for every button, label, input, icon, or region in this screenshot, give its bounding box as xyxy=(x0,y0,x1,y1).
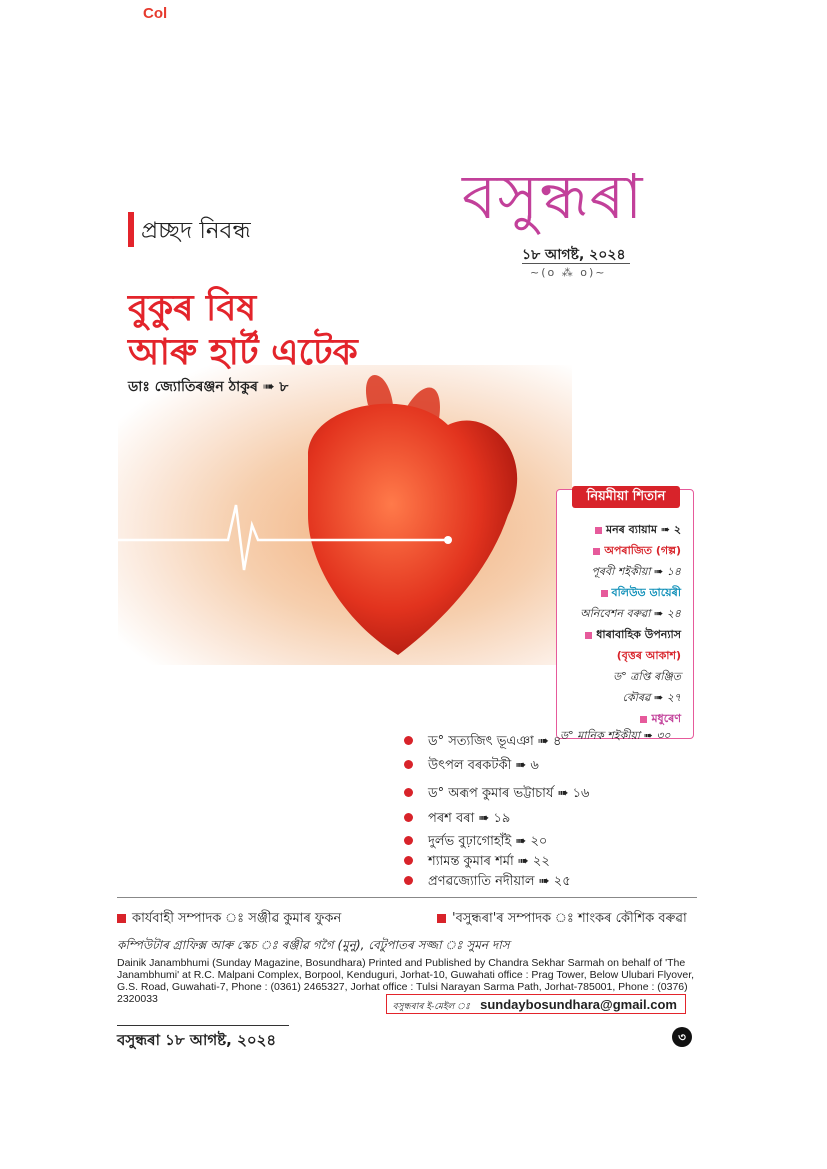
regular-item: কৌৰৱ ➠ ২৭ xyxy=(622,691,681,704)
email-link[interactable]: sundaybosundhara@gmail.com xyxy=(480,997,677,1012)
flourish-ornament: ~(o ⁂ o)~ xyxy=(530,266,607,279)
divider xyxy=(117,897,697,898)
regular-item: (বৃত্তৰ আকাশ) xyxy=(616,649,681,662)
cover-title-line2: আৰু হাৰ্ট এটেক xyxy=(128,332,358,373)
regular-item: বলিউড ডায়েৰী xyxy=(601,584,682,603)
credits: কম্পিউটাৰ গ্ৰাফিক্স আৰু স্কেচ ঃ ৰঞ্জীৱ গগৈ (মুনু), বেটুপাতৰ সজ্জা ঃ সুমন দাস xyxy=(117,938,510,952)
footer-rule xyxy=(117,1025,289,1026)
regular-item: ড° ত্ৰপ্তি ৰঞ্জিত xyxy=(613,670,681,683)
toc-author: দুৰ্লভ বুঢ়াগোহাঁই ➠ ২০ xyxy=(428,834,548,849)
toc-author: প্ৰণৱজ্যোতি নদীয়াল ➠ ২৫ xyxy=(428,874,571,889)
regular-item: মধুৰেণ xyxy=(640,710,681,729)
date-rule xyxy=(522,263,630,264)
toc-author: ড° অৰূপ কুমাৰ ভট্টাচাৰ্য ➠ ১৬ xyxy=(428,786,590,801)
regular-item: পূৰবী শইকীয়া ➠ ১৪ xyxy=(591,565,681,578)
section-label: প্ৰচ্ছদ নিবন্ধ xyxy=(141,218,251,244)
toc-bullet xyxy=(404,736,413,745)
issue-date: ১৮ আগষ্ট, ২০২৪ xyxy=(522,247,626,263)
toc-bullet xyxy=(404,856,413,865)
masthead: বসুন্ধৰা xyxy=(462,160,644,233)
section-bar xyxy=(128,212,134,247)
toc-author: শ্যামন্ত কুমাৰ শৰ্মা ➠ ২২ xyxy=(428,854,550,869)
toc-author: উৎপল বৰকটকী ➠ ৬ xyxy=(428,758,539,773)
heart-graphic xyxy=(118,365,572,665)
regulars-title: নিয়মীয়া শিতান xyxy=(572,486,680,508)
regular-item: ড° মানিক শইকীয়া ➠ ৩০ xyxy=(560,729,671,742)
corner-mark: Col xyxy=(143,5,168,22)
publisher-info: Dainik Janambhumi (Sunday Magazine, Bosundhara) Printed and Published by Chandra Sekhar Sarmah on behalf of 'The Janambhumi' at R.C. Malpani Complex, Borpool, Kenduguri, Jorhat-10, Guwahati office : Prag Tower, Below Ulubari Flyover, G.S. Road, Guwahati-7, Phone : (0361) 2465327, Jorhat office : Tulsi Narayan Sarma Path, Jorhat-785001, Phone : (0376) 2320033 xyxy=(117,957,695,1005)
executive-editor: কাৰ্যবাহী সম্পাদক ঃ সঞ্জীৱ কুমাৰ ফুকন xyxy=(117,909,341,930)
toc-bullet xyxy=(404,876,413,885)
regular-item: অনিবেশন বৰুৱা ➠ ২৪ xyxy=(580,607,681,620)
toc-bullet xyxy=(404,788,413,797)
email-box xyxy=(386,994,686,1014)
regular-item: অপৰাজিত (গল্প) xyxy=(593,542,681,561)
toc-author: পৰশ বৰা ➠ ১৯ xyxy=(428,811,511,826)
cover-byline: ডাঃ জ্যোতিৰঞ্জন ঠাকুৰ ➠ ৮ xyxy=(128,379,289,395)
toc-bullet xyxy=(404,836,413,845)
regulars-box xyxy=(556,489,694,739)
toc-author: ড° সত্যজিৎ ভূএঞা ➠ ৪ xyxy=(428,734,562,749)
regular-item: মনৰ ব্যায়াম ➠ ২ xyxy=(595,521,681,540)
page-number: ৩ xyxy=(672,1027,692,1047)
footer-text: বসুন্ধৰা ১৮ আগষ্ট, ২০২৪ xyxy=(117,1031,277,1049)
heart-illustration xyxy=(118,365,572,665)
chief-editor: 'বসুন্ধৰা'ৰ সম্পাদক ঃ শাংকৰ কৌশিক বৰুৱা xyxy=(437,909,687,930)
cover-title-line1: বুকুৰ বিষ xyxy=(128,288,257,329)
email-label: বসুন্ধৰাৰ ই-মেইল ঃ xyxy=(392,1002,470,1012)
toc-bullet xyxy=(404,760,413,769)
regular-item: ধাৰাবাহিক উপন্যাস xyxy=(585,626,681,645)
toc-bullet xyxy=(404,813,413,822)
